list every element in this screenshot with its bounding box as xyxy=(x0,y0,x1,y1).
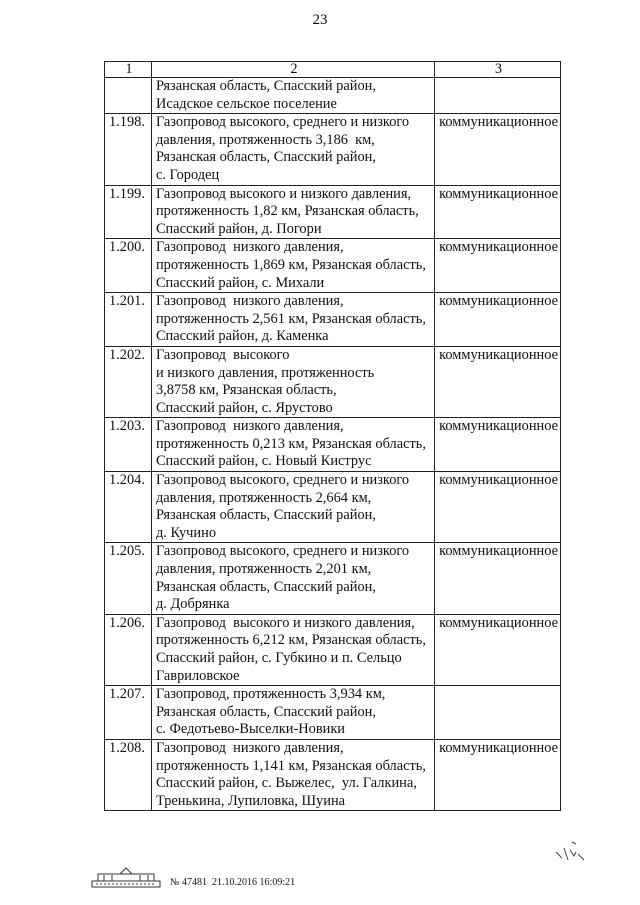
handwritten-mark xyxy=(552,838,588,866)
description-line: Газопровод высокого, среднего и низкого xyxy=(155,114,410,131)
description-line: с. Городец xyxy=(155,166,220,183)
description-line: Исадское сельское поселение xyxy=(155,95,337,112)
description-line: Спасский район, с. Ярустово xyxy=(155,399,333,416)
page-number: 23 xyxy=(312,12,328,28)
description-line: Газопровод высокого, среднего и низкого xyxy=(155,472,410,489)
row-type: коммуникационное xyxy=(435,614,561,685)
property-table xyxy=(104,61,561,811)
table-row xyxy=(105,239,561,293)
row-type xyxy=(435,78,561,114)
row-number: 1.202. xyxy=(105,346,152,417)
row-description xyxy=(151,543,434,614)
description-line: протяженность 1,141 км, Рязанская область, xyxy=(155,757,426,774)
continuation-row xyxy=(105,78,561,114)
row-description xyxy=(151,614,434,685)
description-line: протяженность 6,212 км, Рязанская область, xyxy=(155,632,426,649)
description-line: Гавриловское xyxy=(155,667,240,684)
description-line: Рязанская область, Спасский район, xyxy=(155,703,376,720)
description-line: протяженность 1,82 км, Рязанская область, xyxy=(155,203,419,220)
document-registration-stamp: № 47481 21.10.2016 16:09:21 xyxy=(170,877,296,888)
description-line: д. Кучино xyxy=(155,524,217,541)
row-type: коммуникационное xyxy=(435,543,561,614)
description-line: давления, протяженность 2,664 км, xyxy=(155,489,372,506)
row-number: 1.204. xyxy=(105,472,152,543)
description-line: давления, протяженность 2,201 км, xyxy=(155,561,372,578)
row-number: 1.205. xyxy=(105,543,152,614)
description-line: Рязанская область, Спасский район, xyxy=(155,578,376,595)
description-line: давления, протяженность 3,186 км, xyxy=(155,131,375,148)
description-line: Газопровод высокого, среднего и низкого xyxy=(155,543,410,560)
row-number: 1.203. xyxy=(105,418,152,472)
description-line: протяженность 1,869 км, Рязанская область, xyxy=(155,256,426,273)
description-line: Рязанская область, Спасский район, xyxy=(155,507,376,524)
row-number: 1.206. xyxy=(105,614,152,685)
row-description xyxy=(151,346,434,417)
row-description xyxy=(151,78,434,114)
table-row xyxy=(105,543,561,614)
header-col-3: 3 xyxy=(435,62,561,78)
footer xyxy=(90,864,295,888)
description-line: Газопровод высокого и низкого давления, xyxy=(155,185,412,202)
table-row xyxy=(105,185,561,239)
header-col-2: 2 xyxy=(151,62,434,78)
description-line: Спасский район, с. Выжелес, ул. Галкина, xyxy=(155,775,417,792)
table-row xyxy=(105,472,561,543)
description-line: Спасский район, д. Погори xyxy=(155,220,322,237)
description-line: Спасский район, с. Михали xyxy=(155,274,325,291)
description-line: протяженность 2,561 км, Рязанская область, xyxy=(155,310,426,327)
row-description xyxy=(151,114,434,185)
table-row xyxy=(105,293,561,347)
row-number: 1.208. xyxy=(105,739,152,810)
header-col-1: 1 xyxy=(105,62,152,78)
row-description xyxy=(151,185,434,239)
row-type: коммуникационное xyxy=(435,346,561,417)
row-description xyxy=(151,472,434,543)
description-line: Газопровод высокого xyxy=(155,346,290,363)
row-number xyxy=(105,78,152,114)
description-line: с. Федотьево-Выселки-Новики xyxy=(155,721,346,738)
row-description xyxy=(151,239,434,293)
row-description xyxy=(151,739,434,810)
table-row xyxy=(105,418,561,472)
table-row xyxy=(105,114,561,185)
row-description xyxy=(151,293,434,347)
description-line: Спасский район, д. Каменка xyxy=(155,328,329,345)
row-number: 1.199. xyxy=(105,185,152,239)
building-stamp-icon xyxy=(90,866,162,888)
row-type: коммуникационное xyxy=(435,114,561,185)
description-line: Газопровод, протяженность 3,934 км, xyxy=(155,686,386,703)
row-number: 1.207. xyxy=(105,686,152,740)
table-row xyxy=(105,614,561,685)
row-number: 1.200. xyxy=(105,239,152,293)
table-row xyxy=(105,346,561,417)
description-line: Газопровод высокого и низкого давления, xyxy=(155,614,415,631)
description-line: протяженность 0,213 км, Рязанская область, xyxy=(155,435,426,452)
table-header-row xyxy=(105,62,561,78)
description-line: Тренькина, Лупиловка, Шуина xyxy=(155,792,346,809)
description-line: Газопровод низкого давления, xyxy=(155,739,344,756)
description-line: Газопровод низкого давления, xyxy=(155,239,344,256)
row-number: 1.201. xyxy=(105,293,152,347)
row-type: коммуникационное xyxy=(435,472,561,543)
description-line: Газопровод низкого давления, xyxy=(155,418,344,435)
row-type: коммуникационное xyxy=(435,239,561,293)
description-line: Рязанская область, Спасский район, xyxy=(155,78,376,94)
row-type: коммуникационное xyxy=(435,185,561,239)
row-description xyxy=(151,686,434,740)
description-line: Газопровод низкого давления, xyxy=(155,293,344,310)
description-line: д. Добрянка xyxy=(155,596,230,613)
row-type: коммуникационное xyxy=(435,293,561,347)
description-line: Спасский район, с. Новый Киструс xyxy=(155,453,372,470)
description-line: Спасский район, с. Губкино и п. Сельцо xyxy=(155,650,402,666)
row-type: коммуникационное xyxy=(435,418,561,472)
description-line: и низкого давления, протяженность xyxy=(155,364,375,381)
table-row xyxy=(105,686,561,740)
row-type xyxy=(435,686,561,740)
row-number: 1.198. xyxy=(105,114,152,185)
table-row xyxy=(105,739,561,810)
row-type: коммуникационное xyxy=(435,739,561,810)
row-description xyxy=(151,418,434,472)
description-line: Рязанская область, Спасский район, xyxy=(155,149,376,166)
description-line: 3,8758 км, Рязанская область, xyxy=(155,382,337,399)
